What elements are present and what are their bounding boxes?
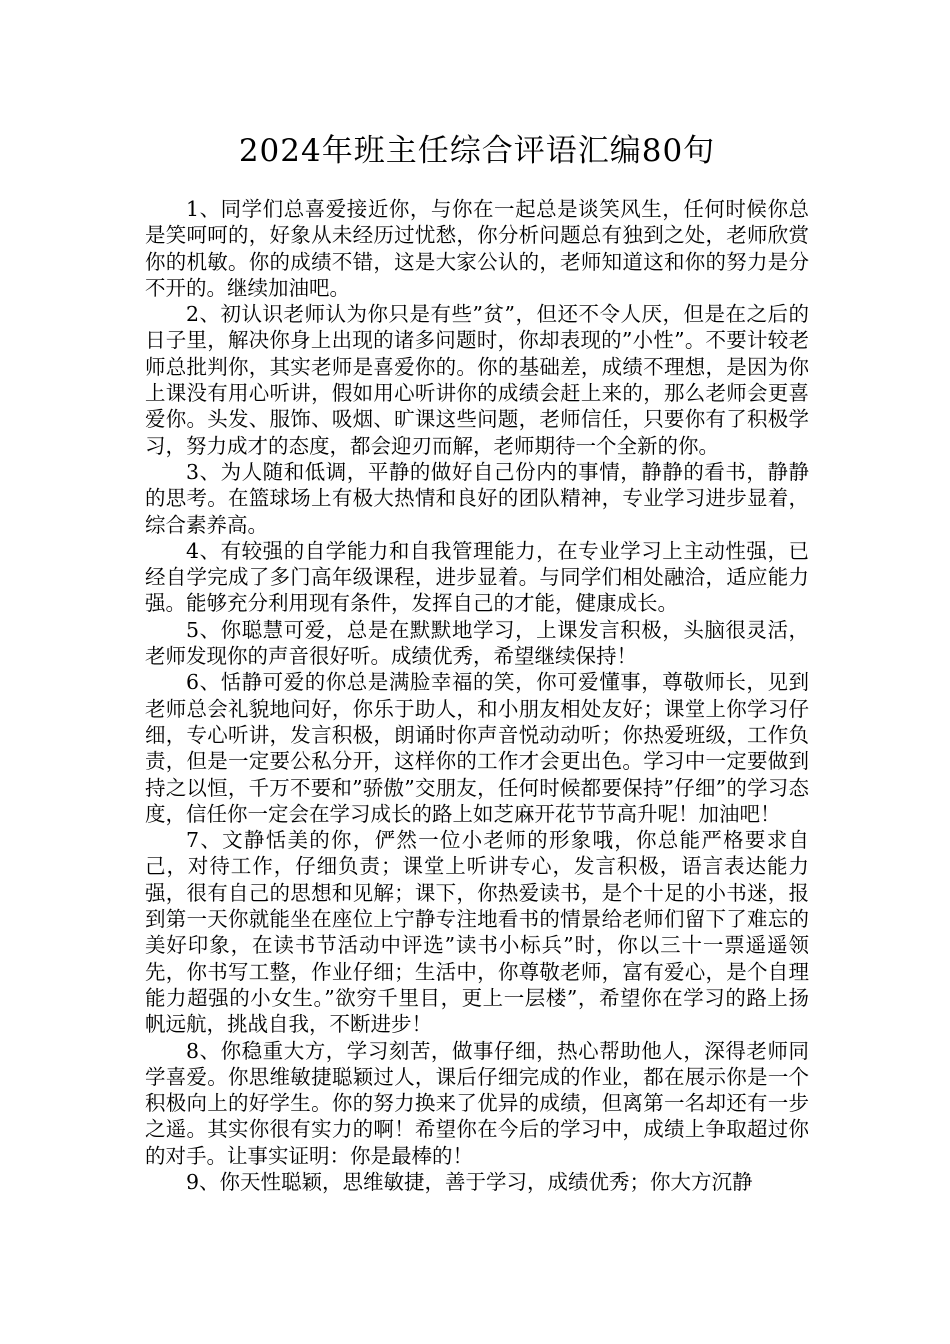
comment-paragraph-7: 7、文静恬美的你，俨然一位小老师的形象哦，你总能严格要求自己，对待工作，仔细负责；课堂上听讲专心，发言积极，语言表达能力强，很有自己的思想和见解；课下，你热爱读书，是个十足的小书迷，报到第一天你就能坐在座位上宁静专注地看书的情景给老师们留下了难忘的美好印象，在读书节活动中评选”读书小标兵”时，你以三十一票遥遥领先，你书写工整，作业仔细；生活中，你尊敬老师，富有爱心，是个自理能力超强的小女生。”欲穷千里目，更上一层楼”，希望你在学习的路上扬帆远航，挑战自我，不断进步！ [145,828,809,1037]
comment-paragraph-8: 8、你稳重大方，学习刻苦，做事仔细，热心帮助他人，深得老师同学喜爱。你思维敏捷聪颖过人，课后仔细完成的作业，都在展示你是一个积极向上的好学生。你的努力换来了优异的成绩，但离第一名却还有一步之遥。其实你很有实力的啊！希望你在今后的学习中，成绩上争取超过你的对手。让事实证明：你是最棒的！ [145,1038,809,1168]
comment-paragraph-1: 1、同学们总喜爱接近你，与你在一起总是谈笑风生，任何时候你总是笑呵呵的，好象从未经历过忧愁，你分析问题总有独到之处，老师欣赏你的机敏。你的成绩不错，这是大家公认的，老师知道这和你的努力是分不开的。继续加油吧。 [145,197,809,300]
comment-paragraph-2: 2、初认识老师认为你只是有些”贫”，但还不令人厌，但是在之后的日子里，解决你身上出现的诸多问题时，你却表现的”小性”。不要计较老师总批判你，其实老师是喜爱你的。你的基础差，成绩不理想，是因为你上课没有用心听讲，假如用心听讲你的成绩会赶上来的，那么老师会更喜爱你。头发、服饰、吸烟、旷课这些问题，老师信任，只要你有了积极学习，努力成才的态度，都会迎刃而解，老师期待一个全新的你。 [145,302,809,458]
comment-paragraph-9: 9、你天性聪颖，思维敏捷，善于学习，成绩优秀；你大方沉静 [186,1169,753,1194]
comment-paragraph-3: 3、为人随和低调，平静的做好自己份内的事情，静静的看书，静静的思考。在篮球场上有极大热情和良好的团队精神，专业学习进步显着，综合素养高。 [145,459,809,537]
comment-paragraph-4: 4、有较强的自学能力和自我管理能力，在专业学习上主动性强，已经自学完成了多门高年级课程，进步显着。与同学们相处融洽，适应能力强。能够充分利用现有条件，发挥自己的才能，健康成长。 [145,538,809,616]
document-title: 2024年班主任综合评语汇编80句 [238,133,716,169]
document-page [145,128,809,1195]
comment-paragraph-5: 5、你聪慧可爱，总是在默默地学习，上课发言积极，头脑很灵活，老师发现你的声音很好听。成绩优秀，希望继续保持！ [145,617,809,669]
comment-paragraph-6: 6、恬静可爱的你总是满脸幸福的笑，你可爱懂事，尊敬师长，见到老师总会礼貌地问好，你乐于助人，和小朋友相处友好；课堂上你学习仔细，专心听讲，发言积极，朗诵时你声音悦动动听；你热爱班级，工作负责，但是一定要公私分开，这样你的工作才会更出色。学习中一定要做到持之以恒，千万不要和”骄傲”交朋友，任何时候都要保持”仔细”的学习态度，信任你一定会在学习成长的路上如芝麻开花节节高升呢！加油吧！ [145,670,809,826]
